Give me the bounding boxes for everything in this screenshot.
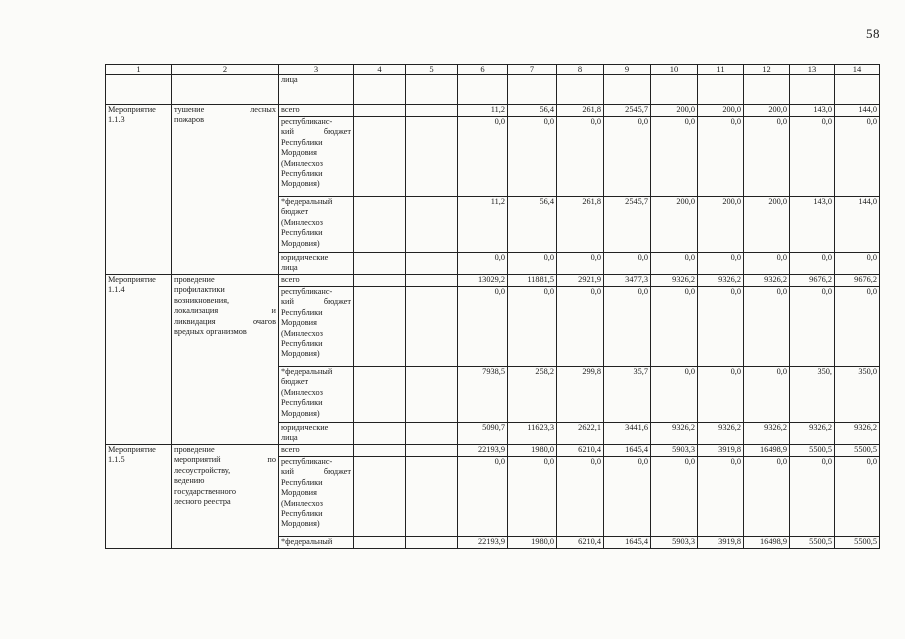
value-cell: 0,0 [698,367,744,423]
funding-source-cell: всего [279,275,354,287]
value-cell: 11,2 [458,105,508,117]
value-cell: 3477,3 [604,275,651,287]
value-cell: 11623,3 [508,423,557,445]
empty-cell [354,367,406,423]
column-number: 14 [835,65,880,75]
value-cell: 5500,5 [790,537,835,549]
value-cell: 0,0 [698,253,744,275]
value-cell: 0,0 [557,457,604,537]
column-number: 7 [508,65,557,75]
value-cell: 9326,2 [744,275,790,287]
measure-code-cell: Мероприятие 1.1.3 [106,105,172,275]
value-cell: 1645,4 [604,537,651,549]
value-cell: 0,0 [557,287,604,367]
column-number: 13 [790,65,835,75]
value-cell: 0,0 [508,287,557,367]
empty-cell [406,105,458,117]
empty-cell [354,105,406,117]
value-cell: 200,0 [698,197,744,253]
funding-source-cell: юридические лица [279,423,354,445]
value-cell: 0,0 [458,253,508,275]
column-number: 5 [406,65,458,75]
value-cell: 11,2 [458,197,508,253]
value-cell: 258,2 [508,367,557,423]
value-cell: 0,0 [508,117,557,197]
value-cell: 3441,6 [604,423,651,445]
value-cell: 9326,2 [698,275,744,287]
value-cell: 2545,7 [604,105,651,117]
empty-cell [406,287,458,367]
empty-cell [354,445,406,457]
value-cell: 5090,7 [458,423,508,445]
value-cell: 0,0 [508,253,557,275]
column-number: 9 [604,65,651,75]
value-cell: 0,0 [651,367,698,423]
funding-source-cell: *федеральный бюджет (Минлесхоз Республики Мордовия) [279,367,354,423]
value-cell: 3919,8 [698,445,744,457]
value-cell: 0,0 [604,457,651,537]
column-number: 2 [172,65,279,75]
value-cell: 1980,0 [508,537,557,549]
value-cell: 0,0 [744,287,790,367]
value-cell: 0,0 [790,457,835,537]
value-cell: 0,0 [604,253,651,275]
measure-description-cell: проведение профилактики возникновения, локализация и ликвидация очагов вредных организмов [172,275,279,445]
value-cell: 200,0 [744,197,790,253]
table-row [106,445,880,457]
funding-source-cell: лица [279,75,354,105]
value-cell: 299,8 [557,367,604,423]
value-cell: 0,0 [835,457,880,537]
value-cell: 0,0 [557,117,604,197]
value-cell: 7938,5 [458,367,508,423]
empty-cell [406,457,458,537]
value-cell: 0,0 [744,117,790,197]
table-row [106,75,880,105]
value-cell: 143,0 [790,105,835,117]
value-cell: 0,0 [651,457,698,537]
value-cell: 9326,2 [835,423,880,445]
column-number: 3 [279,65,354,75]
value-cell: 200,0 [698,105,744,117]
value-cell [458,75,508,105]
value-cell: 0,0 [508,457,557,537]
empty-cell [354,253,406,275]
value-cell: 9326,2 [744,423,790,445]
empty-cell [406,275,458,287]
value-cell [651,75,698,105]
value-cell: 0,0 [458,287,508,367]
value-cell: 9326,2 [651,423,698,445]
value-cell: 9326,2 [790,423,835,445]
value-cell: 261,8 [557,105,604,117]
value-cell [604,75,651,105]
empty-cell [406,117,458,197]
value-cell: 9676,2 [790,275,835,287]
funding-source-cell: юридические лица [279,253,354,275]
value-cell: 0,0 [835,117,880,197]
value-cell: 2545,7 [604,197,651,253]
value-cell: 0,0 [698,287,744,367]
measure-code-cell: Мероприятие 1.1.4 [106,275,172,445]
value-cell: 1980,0 [508,445,557,457]
value-cell: 144,0 [835,105,880,117]
funding-source-cell: республиканс- кий бюджет Республики Мордовия (Минлесхоз Республики Мордовия) [279,117,354,197]
value-cell: 13029,2 [458,275,508,287]
value-cell: 6210,4 [557,445,604,457]
measure-description-cell [172,75,279,105]
value-cell: 9676,2 [835,275,880,287]
empty-cell [354,275,406,287]
empty-cell [406,197,458,253]
column-number: 4 [354,65,406,75]
value-cell: 11881,5 [508,275,557,287]
value-cell: 0,0 [835,287,880,367]
value-cell: 0,0 [790,117,835,197]
value-cell: 56,4 [508,197,557,253]
value-cell: 3919,8 [698,537,744,549]
empty-cell [406,75,458,105]
value-cell: 261,8 [557,197,604,253]
column-number: 12 [744,65,790,75]
column-number: 11 [698,65,744,75]
funding-source-cell: всего [279,445,354,457]
value-cell: 143,0 [790,197,835,253]
value-cell: 5500,5 [835,445,880,457]
empty-cell [354,75,406,105]
value-cell: 0,0 [458,457,508,537]
empty-cell [354,457,406,537]
value-cell [790,75,835,105]
value-cell [508,75,557,105]
value-cell [835,75,880,105]
value-cell: 22193,9 [458,537,508,549]
value-cell: 144,0 [835,197,880,253]
column-number: 10 [651,65,698,75]
value-cell: 0,0 [744,367,790,423]
value-cell: 16498,9 [744,445,790,457]
value-cell: 0,0 [604,117,651,197]
value-cell: 0,0 [790,253,835,275]
budget-table [105,64,880,549]
value-cell: 0,0 [698,457,744,537]
value-cell: 35,7 [604,367,651,423]
measure-description-cell: проведение мероприятий по лесоустройству, ведению государственного лесного реестра [172,445,279,549]
value-cell: 2622,1 [557,423,604,445]
table-row [106,275,880,287]
value-cell [698,75,744,105]
value-cell: 0,0 [458,117,508,197]
funding-source-cell: *федеральный [279,537,354,549]
value-cell: 0,0 [651,287,698,367]
empty-cell [354,423,406,445]
empty-cell [406,253,458,275]
page-number: 58 [866,26,880,41]
value-cell: 0,0 [651,117,698,197]
measure-description-cell: тушение лесных пожаров [172,105,279,275]
value-cell: 200,0 [744,105,790,117]
value-cell: 9326,2 [698,423,744,445]
value-cell: 16498,9 [744,537,790,549]
value-cell: 9326,2 [651,275,698,287]
value-cell: 5500,5 [790,445,835,457]
value-cell: 0,0 [790,287,835,367]
empty-cell [354,537,406,549]
value-cell: 6210,4 [557,537,604,549]
empty-cell [406,445,458,457]
funding-source-cell: всего [279,105,354,117]
value-cell: 5500,5 [835,537,880,549]
value-cell: 0,0 [557,253,604,275]
measure-code-cell: Мероприятие 1.1.5 [106,445,172,549]
value-cell: 5903,3 [651,537,698,549]
value-cell: 0,0 [698,117,744,197]
empty-cell [406,537,458,549]
measure-code-cell [106,75,172,105]
value-cell: 5903,3 [651,445,698,457]
empty-cell [406,367,458,423]
value-cell: 0,0 [651,253,698,275]
column-number: 6 [458,65,508,75]
value-cell [557,75,604,105]
funding-source-cell: республиканс- кий бюджет Республики Мордовия (Минлесхоз Республики Мордовия) [279,457,354,537]
value-cell: 350,0 [835,367,880,423]
value-cell: 200,0 [651,197,698,253]
funding-source-cell: *федеральный бюджет (Минлесхоз Республики Мордовия) [279,197,354,253]
value-cell: 0,0 [604,287,651,367]
value-cell: 350, [790,367,835,423]
value-cell: 0,0 [744,253,790,275]
value-cell: 0,0 [744,457,790,537]
value-cell [744,75,790,105]
empty-cell [354,287,406,367]
value-cell: 2921,9 [557,275,604,287]
empty-cell [406,423,458,445]
empty-cell [354,117,406,197]
funding-source-cell: республиканс- кий бюджет Республики Мордовия (Минлесхоз Республики Мордовия) [279,287,354,367]
value-cell: 0,0 [835,253,880,275]
value-cell: 56,4 [508,105,557,117]
empty-cell [354,197,406,253]
value-cell: 22193,9 [458,445,508,457]
column-number-row [106,65,880,75]
table-row [106,105,880,117]
column-number: 8 [557,65,604,75]
value-cell: 200,0 [651,105,698,117]
value-cell: 1645,4 [604,445,651,457]
column-number: 1 [106,65,172,75]
